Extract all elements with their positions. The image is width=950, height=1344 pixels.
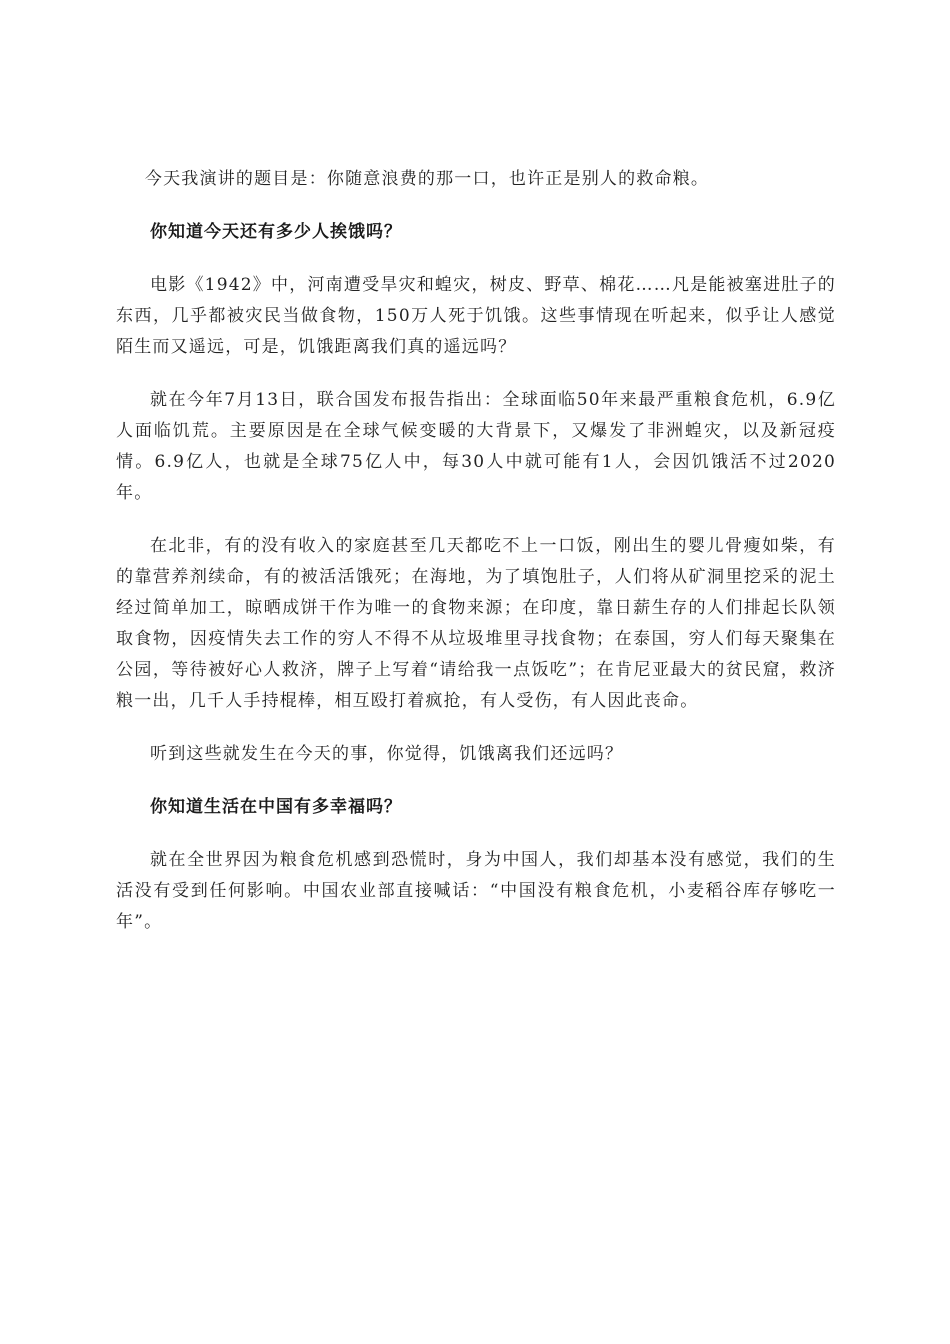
paragraph-world-examples: 在北非，有的没有收入的家庭甚至几天都吃不上一口饭，刚出生的婴儿骨瘦如柴，有的靠营养剂续命，有的被活活饿死；在海地，为了填饱肚子，人们将从矿洞里挖采的泥土经过简单加工，晾晒成饼干作为唯一的食物来源；在印度，靠日薪生存的人们排起长队领取食物，因疫情失去工作的穷人不得不从垃圾堆里寻找食物；在泰国，穷人们每天聚集在公园，等待被好心人救济，牌子上写着“请给我一点饭吃”；在肯尼亚最大的贫民窟，救济粮一出，几千人手持棍棒，相互殴打着疯抢，有人受伤，有人因此丧命。 [116,536,836,711]
paragraph-un-report: 就在今年7月13日，联合国发布报告指出：全球面临50年来最严重粮食危机，6.9亿人面临饥荒。主要原因是在全球气候变暖的大背景下，又爆发了非洲蝗灾，以及新冠疫情。6.9亿人，也就是全球75亿人中，每30人中就可能有1人，会因饥饿活不过2020年。 [116,390,836,503]
document-body [116,164,836,960]
speech-title-paragraph: 今天我演讲的题目是：你随意浪费的那一口，也许正是别人的救命粮。 [144,169,710,189]
paragraph-film-1942: 电影《1942》中，河南遭受旱灾和蝗灾，树皮、野草、棉花……凡是能被塞进肚子的东西，几乎都被灾民当做食物，150万人死于饥饿。这些事情现在听起来，似乎让人感觉陌生而又遥远，可是，饥饿距离我们真的遥远吗？ [116,275,836,357]
section-heading-hunger: 你知道今天还有多少人挨饿吗？ [150,222,402,242]
paragraph-china-food: 就在全世界因为粮食危机感到恐慌时，身为中国人，我们却基本没有感觉，我们的生活没有受到任何影响。中国农业部直接喊话：“中国没有粮食危机，小麦稻谷库存够吃一年”。 [116,850,836,932]
section-heading-china: 你知道生活在中国有多幸福吗？ [150,797,402,817]
paragraph-question: 听到这些就发生在今天的事，你觉得，饥饿离我们还远吗？ [150,744,624,764]
